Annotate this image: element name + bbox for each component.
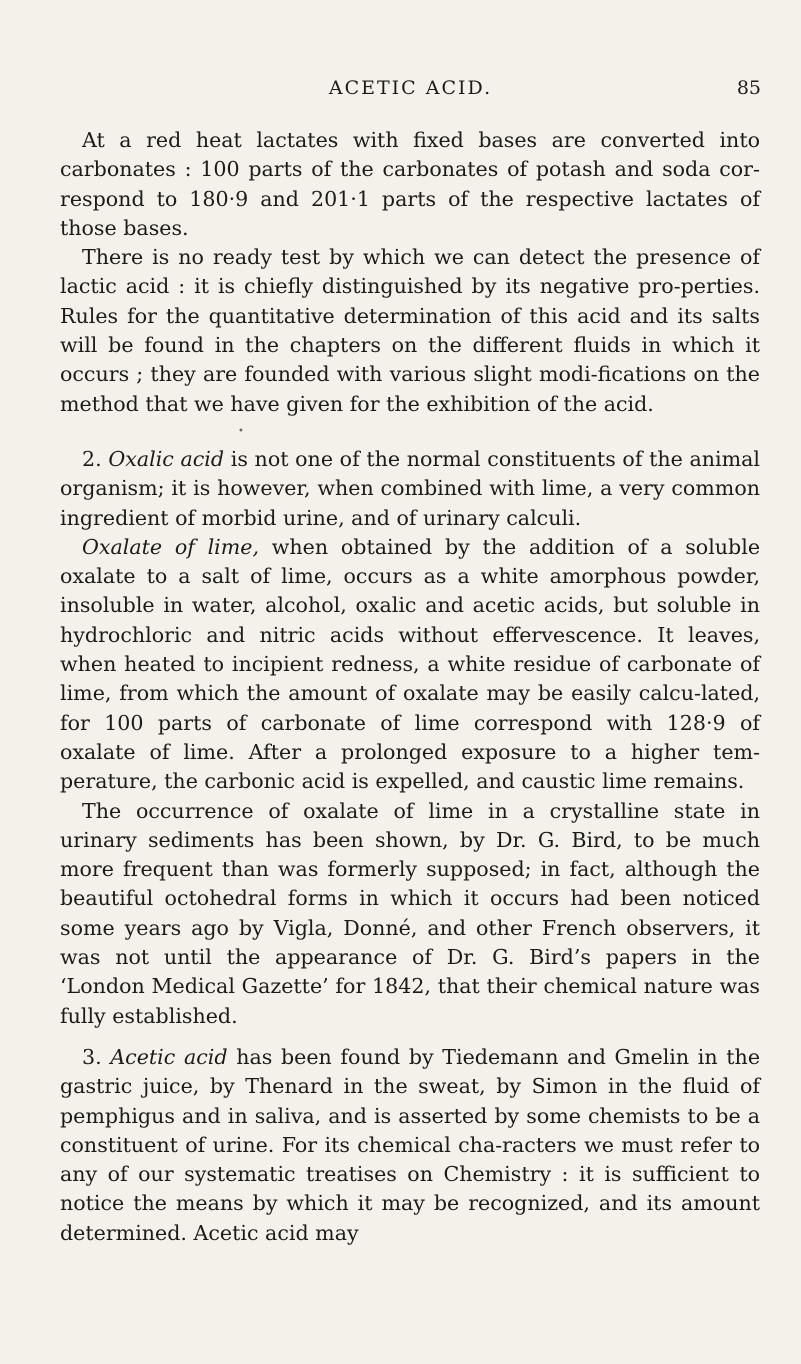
paragraph-oxalic-acid (60, 445, 760, 533)
section-text: when obtained by the addition of a soluble oxalate to a salt of lime, occurs as a white amorphous powder, insoluble in water, alcohol, oxalic and acetic acids, but soluble in hydrochloric and nitric acids without effervescence. It leaves, when heated to incipient redness, a white residue of carbonate of lime, from which the amount of oxalate may be easily calcu-lated, for 100 parts of carbonate of lime correspond with 128·9 of oxalate of lime. After a prolonged exposure to a higher tem-perature, the carbonic acid is expelled, and caustic lime remains. (60, 534, 761, 794)
paragraph-oxalate-sediments: The occurrence of oxalate of lime in a crystalline state in urinary sediments has been shown, by Dr. G. Bird, to be much more frequent than was formerly supposed; in fact, although the beautiful octohedral forms in which it occurs had been noticed some years ago by Vigla, Donné, and other French observers, it was not until the appearance of Dr. G. Bird’s papers in the ‘London Medical Gazette’ for 1842, that their chemical nature was fully established. (60, 798, 760, 1028)
running-title: ACETIC ACID. (328, 77, 493, 99)
section-term-acetic-acid: Acetic acid (110, 1044, 228, 1069)
paragraph-oxalate-of-lime (60, 533, 760, 797)
paragraph-acetic-acid (60, 1043, 760, 1248)
section-term-oxalic-acid: Oxalic acid (108, 446, 225, 471)
body-text (60, 126, 760, 1248)
printer-mark: • (238, 425, 244, 437)
paragraph-lactates-carbonates: At a red heat lactates with fixed bases are converted into carbonates : 100 parts of the carbonates of potash and soda cor-respond to 180·9 and 201·1 parts of the respective lactates of those bases. (60, 128, 760, 240)
section-number: 2. (82, 446, 102, 471)
paragraph-lactic-acid-test: There is no ready test by which we can detect the presence of lactic acid : it is chiefly distinguished by its negative pro-perties. Rules for the quantitative determination of this acid and its salts will be found in the chapters on the different fluids in which it occurs ; they are founded with various slight modi-fications on the method that we have given for the exhibition of the acid. (60, 245, 760, 416)
running-head (60, 77, 761, 107)
section-number: 3. (82, 1044, 102, 1069)
page-number: 85 (736, 77, 761, 99)
section-text: has been found by Tiedemann and Gmelin in the gastric juice, by Thenard in the sweat, by Simon in the fluid of pemphigus and in saliva, and is asserted by some chemists to be a constituent of urine. For its chemical cha-racters we must refer to any of our systematic treatises on Chemistry : it is sufficient to notice the means by which it may be recognized, and its amount determined. Acetic acid may (60, 1044, 761, 1245)
section-text: is not one of the normal constituents of the animal organism; it is however, when combined with lime, a very common ingredient of morbid urine, and of urinary calculi. (60, 446, 761, 530)
paragraph-gap (60, 1031, 760, 1043)
term-oxalate-of-lime: Oxalate of lime, (82, 534, 260, 559)
